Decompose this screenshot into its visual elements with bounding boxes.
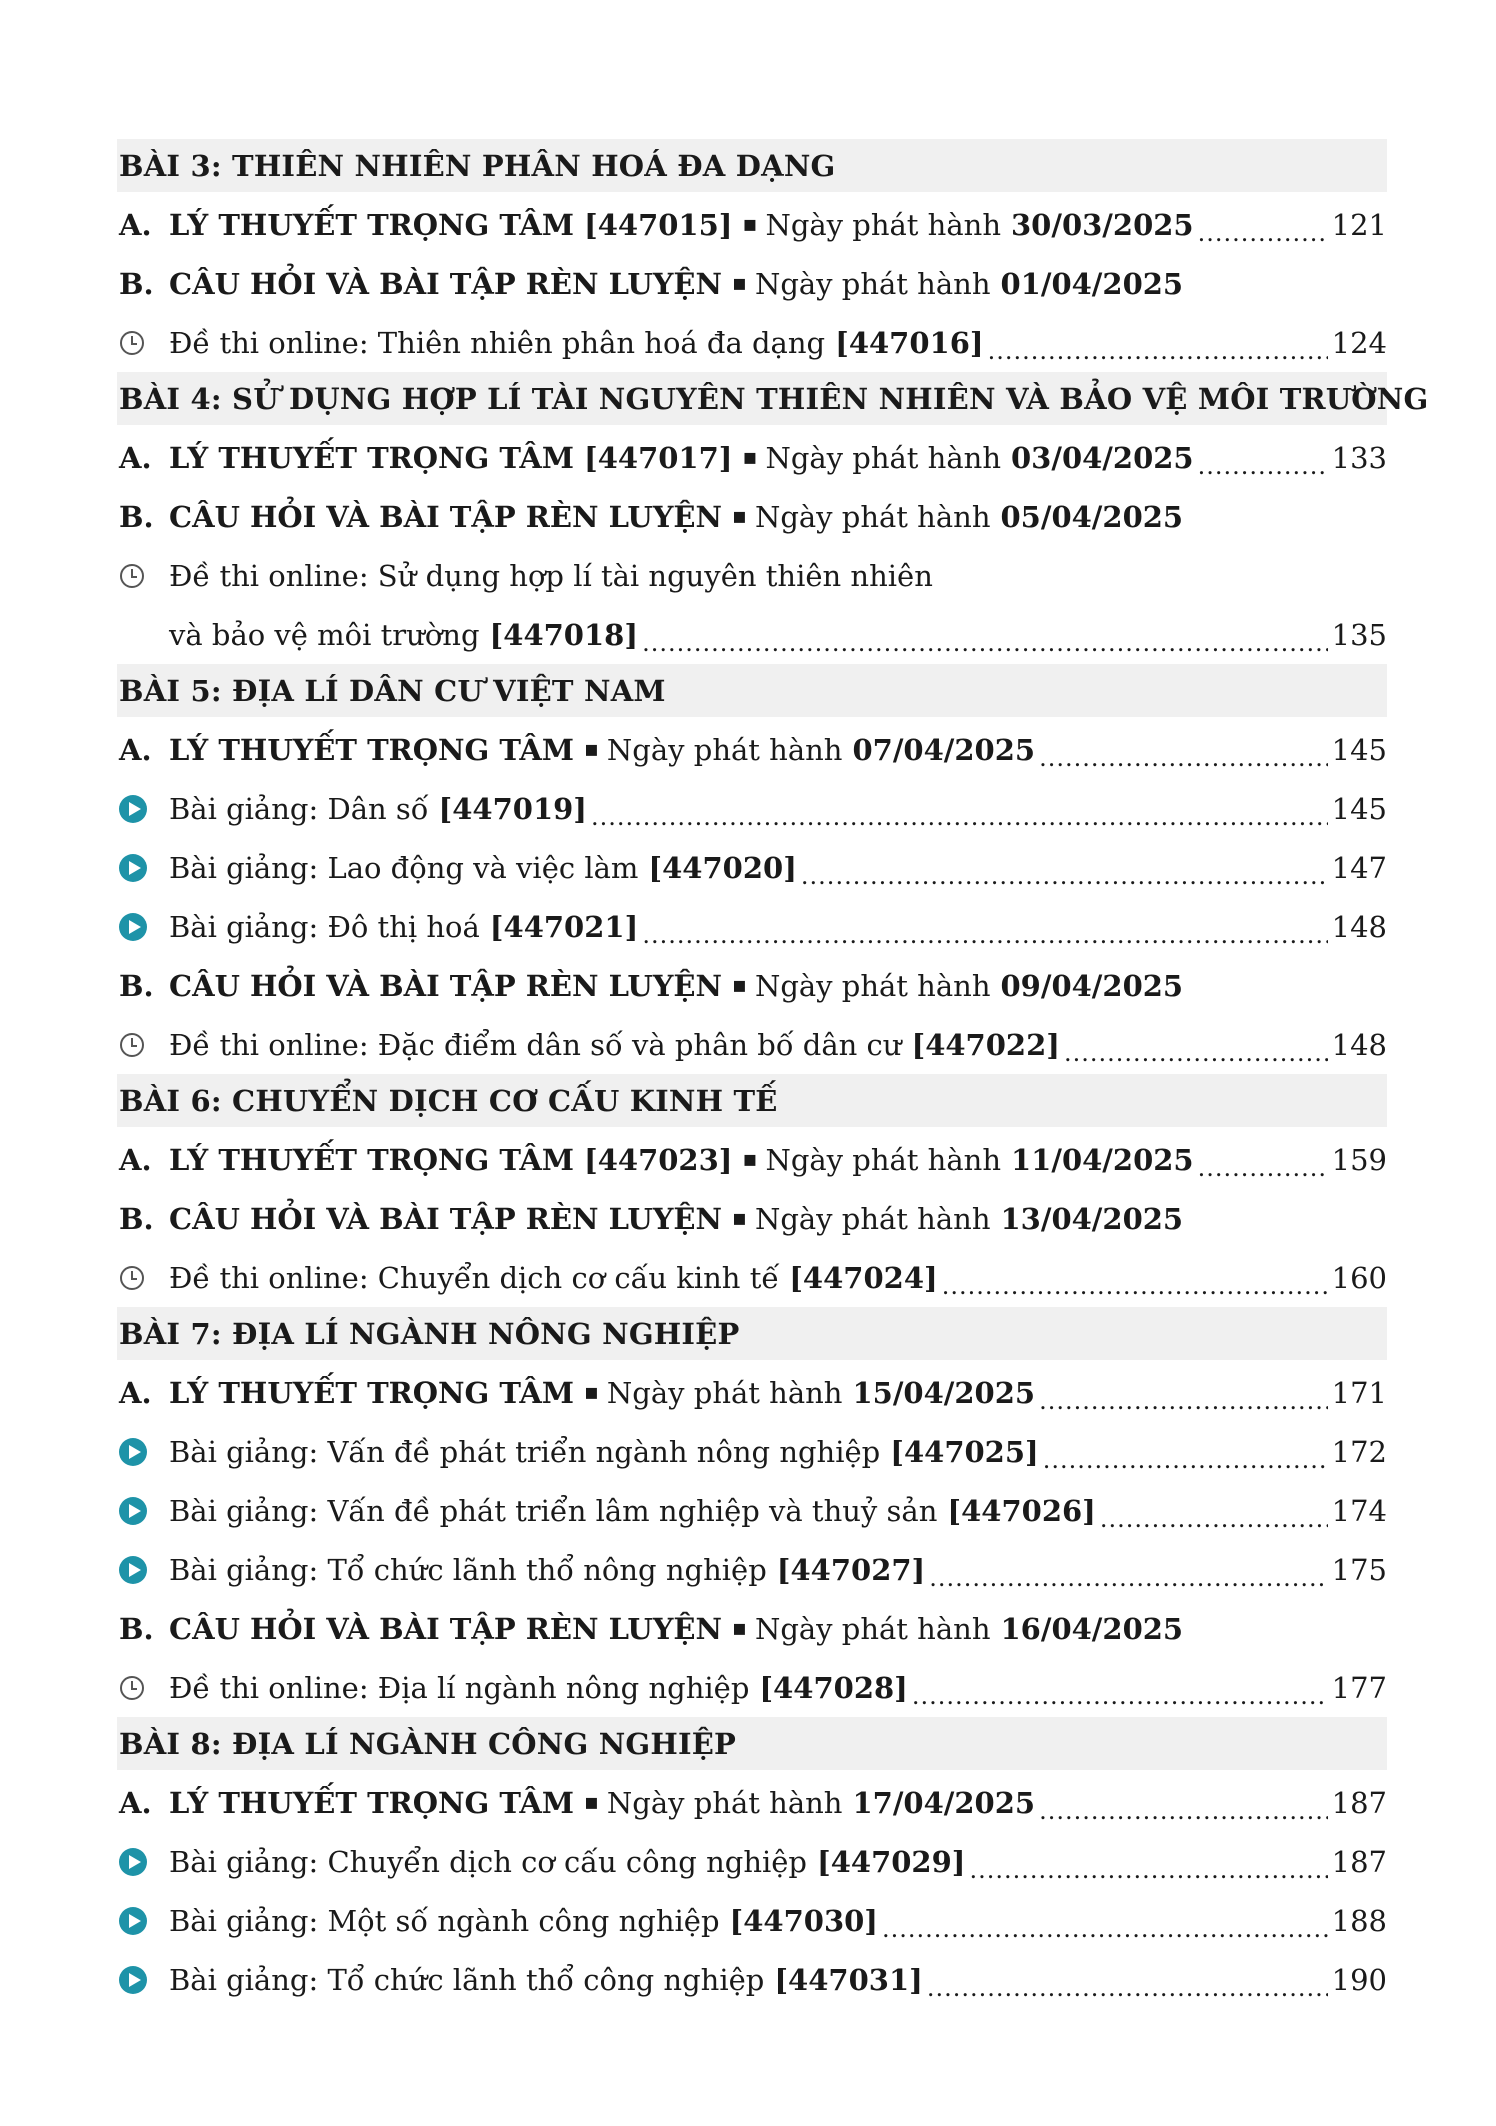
toc-item[interactable] (117, 897, 1387, 956)
play-icon (119, 854, 147, 882)
section-heading (117, 139, 1387, 192)
toc-item[interactable] (117, 1481, 1387, 1540)
item-icon-wrap (119, 1907, 169, 1935)
page-number: 160 (1331, 1260, 1387, 1295)
item-icon-wrap (119, 1497, 169, 1525)
toc-item[interactable] (117, 546, 1387, 605)
play-icon (119, 1497, 147, 1525)
entry-code: [447022] (911, 1027, 1060, 1062)
part-letter: B. (119, 1611, 154, 1646)
item-icon-wrap (119, 564, 169, 588)
clock-icon (120, 1033, 144, 1057)
entry-code: [447028] (759, 1670, 908, 1705)
release-date: 09/04/2025 (1000, 968, 1184, 1003)
part-entry (117, 487, 1387, 546)
page-number: 175 (1331, 1552, 1387, 1587)
bullet-separator: ▪ (742, 445, 758, 470)
item-icon-wrap (119, 1033, 169, 1057)
release-date-label: Ngày phát hành (754, 499, 991, 534)
dot-leader (1064, 1034, 1328, 1068)
item-icon-wrap (119, 1438, 169, 1466)
section-heading (117, 372, 1429, 425)
release-date-label: Ngày phát hành (754, 266, 991, 301)
part-letter: A. (119, 1785, 152, 1820)
part-entry[interactable] (117, 1363, 1387, 1422)
dot-leader (970, 1851, 1328, 1885)
part-letter: B. (119, 266, 154, 301)
release-date: 15/04/2025 (852, 1375, 1036, 1410)
entry-code: [447031] (774, 1962, 923, 1997)
toc-item-continuation[interactable] (117, 605, 1387, 664)
section-heading (117, 1307, 1387, 1360)
page-number: 145 (1331, 732, 1387, 767)
bullet-separator: ▪ (584, 737, 599, 762)
part-letter: B. (119, 1201, 154, 1236)
entry-code: [447030] (729, 1903, 879, 1938)
toc-item[interactable] (117, 1891, 1387, 1950)
entry-code: [447018] (489, 617, 639, 652)
section-title: BÀI 6: CHUYỂN DỊCH CƠ CẤU KINH TẾ (119, 1083, 778, 1118)
item-label: Đề thi online: Chuyển dịch cơ cấu kinh tế (169, 1260, 780, 1295)
clock-icon (120, 331, 144, 355)
dot-leader (642, 624, 1328, 658)
dot-leader (912, 1677, 1328, 1711)
entry-code: [447016] (835, 325, 984, 360)
dot-leader (801, 857, 1328, 891)
clock-icon (120, 1266, 144, 1290)
item-label: Đề thi online: Địa lí ngành nông nghiệp (169, 1670, 750, 1705)
entry-code: [447026] (947, 1493, 1096, 1528)
page-number: 188 (1331, 1903, 1387, 1938)
release-date: 16/04/2025 (1000, 1611, 1184, 1646)
part-letter: B. (119, 968, 154, 1003)
item-icon-wrap (119, 1966, 169, 1994)
item-icon-wrap (119, 1676, 169, 1700)
part-letter: A. (119, 1375, 152, 1410)
part-title: CÂU HỎI VÀ BÀI TẬP RÈN LUYỆN (169, 266, 723, 301)
part-letter: A. (119, 440, 152, 475)
page-number: 171 (1331, 1375, 1387, 1410)
entry-code: [447017] (584, 440, 733, 475)
page-number: 147 (1331, 850, 1387, 885)
part-entry[interactable] (117, 720, 1387, 779)
bullet-separator: ▪ (732, 271, 747, 296)
part-title: CÂU HỎI VÀ BÀI TẬP RÈN LUYỆN (169, 1611, 723, 1646)
page-number: 121 (1331, 207, 1387, 242)
part-title: LÝ THUYẾT TRỌNG TÂM (169, 1142, 574, 1177)
page-number: 148 (1331, 1027, 1387, 1062)
item-label: Bài giảng: Vấn đề phát triển lâm nghiệp và thuỷ sản (169, 1493, 938, 1528)
page-number: 135 (1331, 617, 1387, 652)
release-date: 30/03/2025 (1011, 207, 1194, 242)
bullet-separator: ▪ (742, 212, 758, 237)
item-label: Bài giảng: Đô thị hoá (169, 909, 480, 944)
item-label: Bài giảng: Vấn đề phát triển ngành nông nghiệp (169, 1434, 881, 1469)
toc-item[interactable] (117, 1015, 1387, 1074)
bullet-separator: ▪ (584, 1790, 599, 1815)
play-icon (119, 1907, 147, 1935)
part-title: CÂU HỎI VÀ BÀI TẬP RÈN LUYỆN (169, 968, 723, 1003)
dot-leader (927, 1969, 1328, 2003)
clock-icon (120, 564, 144, 588)
play-icon (119, 913, 147, 941)
section-heading (117, 664, 1387, 717)
release-date-label: Ngày phát hành (754, 1611, 991, 1646)
dot-leader (882, 1910, 1328, 1944)
page-number: 174 (1331, 1493, 1387, 1528)
dot-leader (1039, 739, 1328, 773)
section-title: BÀI 5: ĐỊA LÍ DÂN CƯ VIỆT NAM (119, 673, 666, 708)
entry-code: [447023] (584, 1142, 733, 1177)
page-number: 187 (1331, 1785, 1387, 1820)
part-entry (117, 1599, 1387, 1658)
dot-leader (1198, 447, 1328, 481)
item-icon-wrap (119, 331, 169, 355)
part-letter: A. (119, 732, 152, 767)
entry-code: [447029] (817, 1844, 966, 1879)
release-date-label: Ngày phát hành (754, 968, 991, 1003)
item-icon-wrap (119, 854, 169, 882)
release-date-label: Ngày phát hành (606, 732, 843, 767)
part-title: LÝ THUYẾT TRỌNG TÂM (169, 207, 574, 242)
play-icon (119, 1438, 147, 1466)
entry-code: [447027] (776, 1552, 926, 1587)
item-icon-wrap (119, 1266, 169, 1290)
part-entry (117, 254, 1387, 313)
page-number: 145 (1331, 791, 1387, 826)
item-label: Đề thi online: Đặc điểm dân số và phân bố dân cư (169, 1027, 902, 1062)
release-date: 05/04/2025 (1000, 499, 1184, 534)
bullet-separator: ▪ (742, 1147, 758, 1172)
dot-leader (1043, 1441, 1328, 1475)
part-title: LÝ THUYẾT TRỌNG TÂM (169, 732, 574, 767)
part-entry[interactable] (117, 428, 1387, 487)
item-label: Bài giảng: Tổ chức lãnh thổ nông nghiệp (169, 1552, 767, 1587)
item-label: Bài giảng: Lao động và việc làm (169, 850, 639, 885)
bullet-separator: ▪ (732, 1206, 747, 1231)
item-label: Đề thi online: Sử dụng hợp lí tài nguyên thiên nhiên (169, 558, 933, 593)
item-icon-wrap (119, 1848, 169, 1876)
dot-leader (929, 1559, 1327, 1593)
toc-item[interactable] (117, 1950, 1387, 2009)
section-heading (117, 1717, 1387, 1770)
entry-code: [447020] (648, 850, 797, 885)
release-date-label: Ngày phát hành (606, 1785, 843, 1820)
part-entry[interactable] (117, 195, 1387, 254)
item-icon-wrap (119, 795, 169, 823)
page-number: 187 (1331, 1844, 1387, 1879)
bullet-separator: ▪ (732, 973, 747, 998)
part-title: LÝ THUYẾT TRỌNG TÂM (169, 1375, 574, 1410)
part-entry[interactable] (117, 1773, 1387, 1832)
section-heading (117, 1074, 1387, 1127)
page-number: 159 (1331, 1142, 1387, 1177)
part-letter: A. (119, 1142, 152, 1177)
item-icon-wrap (119, 913, 169, 941)
section-title: BÀI 7: ĐỊA LÍ NGÀNH NÔNG NGHIỆP (119, 1316, 740, 1351)
part-title: LÝ THUYẾT TRỌNG TÂM (169, 1785, 574, 1820)
bullet-separator: ▪ (584, 1380, 599, 1405)
release-date: 07/04/2025 (852, 732, 1036, 767)
play-icon (119, 1556, 147, 1584)
dot-leader (1198, 1149, 1328, 1183)
play-icon (119, 1966, 147, 1994)
release-date: 17/04/2025 (852, 1785, 1036, 1820)
release-date: 13/04/2025 (1000, 1201, 1184, 1236)
dot-leader (942, 1267, 1328, 1301)
bullet-separator: ▪ (732, 504, 747, 529)
play-icon (119, 795, 147, 823)
release-date-label: Ngày phát hành (765, 1142, 1001, 1177)
item-label: Đề thi online: Thiên nhiên phân hoá đa dạng (169, 325, 826, 360)
page-number: 177 (1331, 1670, 1387, 1705)
item-label: Bài giảng: Một số ngành công nghiệp (169, 1903, 720, 1938)
section-title: BÀI 8: ĐỊA LÍ NGÀNH CÔNG NGHIỆP (119, 1726, 737, 1761)
release-date: 03/04/2025 (1011, 440, 1194, 475)
toc-item[interactable] (117, 838, 1387, 897)
release-date-label: Ngày phát hành (765, 440, 1001, 475)
entry-code: [447024] (789, 1260, 938, 1295)
play-icon (119, 1848, 147, 1876)
dot-leader (642, 916, 1327, 950)
page-number: 148 (1331, 909, 1387, 944)
part-entry (117, 1189, 1387, 1248)
release-date: 01/04/2025 (1000, 266, 1184, 301)
bullet-separator: ▪ (732, 1616, 747, 1641)
part-title: CÂU HỎI VÀ BÀI TẬP RÈN LUYỆN (169, 1201, 723, 1236)
item-label: Bài giảng: Chuyển dịch cơ cấu công nghiệp (169, 1844, 807, 1879)
part-title: CÂU HỎI VÀ BÀI TẬP RÈN LUYỆN (169, 499, 723, 534)
toc-item[interactable] (117, 1248, 1387, 1307)
entry-code: [447015] (584, 207, 733, 242)
toc-item[interactable] (117, 1832, 1387, 1891)
section-title: BÀI 3: THIÊN NHIÊN PHÂN HOÁ ĐA DẠNG (119, 148, 836, 183)
dot-leader (1198, 214, 1328, 248)
entry-code: [447019] (438, 791, 588, 826)
item-label: và bảo vệ môi trường (169, 617, 480, 652)
clock-icon (120, 1676, 144, 1700)
dot-leader (1039, 1792, 1328, 1826)
release-date: 11/04/2025 (1011, 1142, 1194, 1177)
page-number: 190 (1331, 1962, 1387, 1997)
item-label: Bài giảng: Dân số (169, 791, 429, 826)
toc-item[interactable] (117, 1422, 1387, 1481)
release-date-label: Ngày phát hành (606, 1375, 843, 1410)
toc-item[interactable] (117, 1658, 1387, 1717)
section-title: BÀI 4: SỬ DỤNG HỢP LÍ TÀI NGUYÊN THIÊN NHIÊN VÀ BẢO VỆ MÔI TRƯỜNG (119, 381, 1429, 416)
dot-leader (1039, 1382, 1328, 1416)
part-letter: B. (119, 499, 154, 534)
toc-item[interactable] (117, 313, 1387, 372)
release-date-label: Ngày phát hành (765, 207, 1001, 242)
page-number: 133 (1331, 440, 1387, 475)
item-label: Bài giảng: Tổ chức lãnh thổ công nghiệp (169, 1962, 765, 1997)
entry-code: [447025] (890, 1434, 1039, 1469)
toc-item[interactable] (117, 1540, 1387, 1599)
table-of-contents (117, 139, 1429, 2009)
part-title: LÝ THUYẾT TRỌNG TÂM (169, 440, 574, 475)
page-number: 172 (1331, 1434, 1387, 1469)
page-number: 124 (1331, 325, 1387, 360)
part-entry[interactable] (117, 1130, 1387, 1189)
toc-item[interactable] (117, 779, 1387, 838)
dot-leader (988, 332, 1328, 366)
item-icon-wrap (119, 1556, 169, 1584)
part-letter: A. (119, 207, 152, 242)
release-date-label: Ngày phát hành (754, 1201, 991, 1236)
entry-code: [447021] (489, 909, 639, 944)
part-entry (117, 956, 1387, 1015)
dot-leader (1100, 1500, 1328, 1534)
dot-leader (591, 798, 1328, 832)
